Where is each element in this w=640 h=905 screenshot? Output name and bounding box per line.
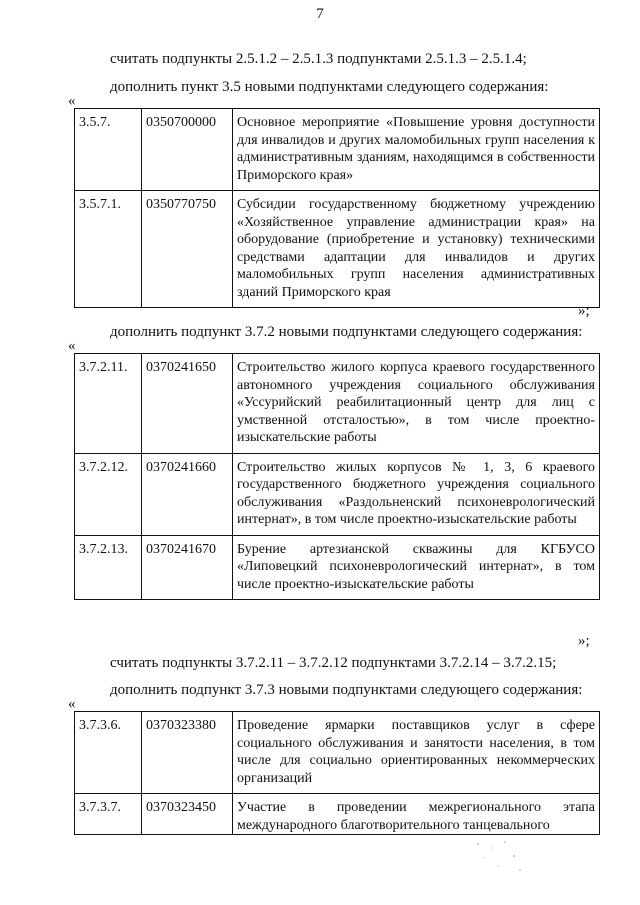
item-number: 3.7.2.12. [75,453,142,535]
table-3-7-2 [74,353,600,600]
item-description: Субсидии государственному бюджетному учреждению «Хозяйственное управление администрации края» на оборудование (приобретение и установку) техническими средствами адаптации для инвалидов и других маломобильных групп населения административных зданий Приморского края [233,191,600,308]
paragraph-add-3-5: дополнить пункт 3.5 новыми подпунктами следующего содержания: [110,79,549,95]
scan-noise [470,838,530,878]
budget-code: 0370241660 [142,453,233,535]
budget-code: 0370241650 [142,354,233,454]
closing-quote: »; [578,303,590,319]
item-description: Участие в проведении межрегионального этапа международного благотворительного танцевального [233,794,600,835]
opening-quote: « [68,338,76,354]
opening-quote: « [68,93,76,109]
item-description: Строительство жилых корпусов № 1, 3, 6 краевого государственного бюджетного учреждения социального обслуживания «Раздольненский психоневрологический интернат», в том числе проектно-изыскательские работы [233,453,600,535]
paragraph-renumber-2-5: считать подпункты 2.5.1.2 – 2.5.1.3 подпунктами 2.5.1.3 – 2.5.1.4; [110,51,527,67]
item-number: 3.7.3.6. [75,712,142,794]
closing-quote: »; [578,633,590,649]
item-number: 3.7.2.11. [75,354,142,454]
opening-quote: « [68,696,76,712]
page-number: 7 [316,6,324,22]
paragraph-add-3-7-3: дополнить подпункт 3.7.3 новыми подпунктами следующего содержания: [110,682,583,698]
item-description: Строительство жилого корпуса краевого государственного автономного учреждения социального обслуживания «Уссурийский реабилитационный центр для лиц с умственной отсталостью», в том числе проектно-изыскательские работы [233,354,600,454]
budget-code: 0370323380 [142,712,233,794]
table-row [75,191,600,308]
item-number: 3.7.2.13. [75,535,142,600]
table-row [75,535,600,600]
table-3-5 [74,108,600,308]
item-number: 3.5.7. [75,109,142,191]
table-row [75,453,600,535]
budget-code: 0370323450 [142,794,233,835]
paragraph-renumber-3-7-2: считать подпункты 3.7.2.11 – 3.7.2.12 подпунктами 3.7.2.14 – 3.7.2.15; [110,655,557,671]
budget-code: 0370241670 [142,535,233,600]
table-row [75,354,600,454]
table-row [75,109,600,191]
table-row [75,712,600,794]
paragraph-add-3-7-2: дополнить подпункт 3.7.2 новыми подпунктами следующего содержания: [110,324,583,340]
item-description: Бурение артезианской скважины для КГБУСО «Липовецкий психоневрологический интернат», в том числе проектно-изыскательские работы [233,535,600,600]
table-row [75,794,600,835]
item-number: 3.7.3.7. [75,794,142,835]
budget-code: 0350770750 [142,191,233,308]
budget-code: 0350700000 [142,109,233,191]
table-3-7-3 [74,711,600,835]
item-number: 3.5.7.1. [75,191,142,308]
item-description: Основное мероприятие «Повышение уровня доступности для инвалидов и других маломобильных групп населения к административным зданиям, находящимся в собственности Приморского края» [233,109,600,191]
item-description: Проведение ярмарки поставщиков услуг в сфере социального обслуживания и занятости населения, в том числе для социально ориентированных некоммерческих организаций [233,712,600,794]
